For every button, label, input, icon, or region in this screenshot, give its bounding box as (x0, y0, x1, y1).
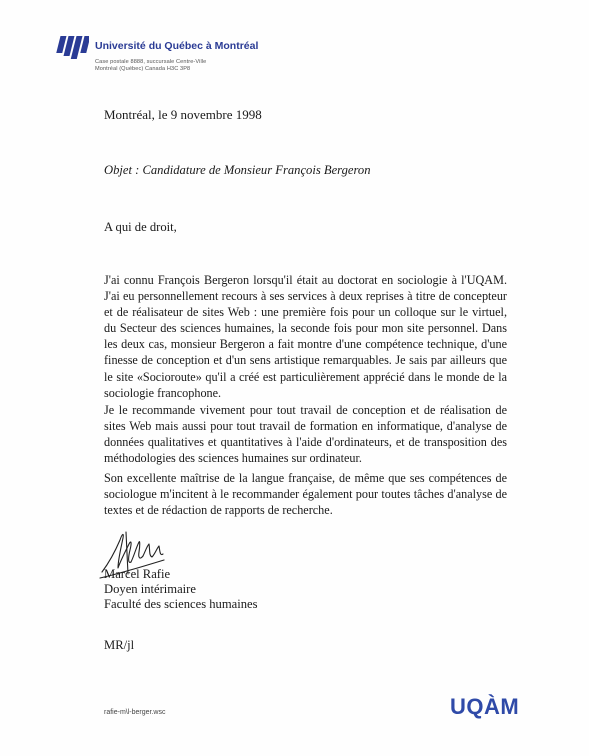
uqam-logo-icon (55, 34, 89, 60)
address-line-2: Montréal (Québec) Canada H3C 3P8 (95, 66, 191, 72)
signer-title: Doyen intérimaire (104, 582, 196, 596)
body-paragraph-1: J'ai connu François Bergeron lorsqu'il était au doctorat en sociologie à l'UQAM. J'ai eu personnellement recours à ses services à deux reprises à titre de concepteur et de réalisateur de sites Web : une première fois pour un colloque sur le virtuel, du Secteur des sciences humaines, la seconde fois pour mon site personnel. Dans les deux cas, monsieur Bergeron a fait montre d'une compétence technique, d'une finesse de conception et d'un sens artistique remarquables. Je sais par ailleurs que le site «Socioroute» qu'il a créé est particulièrement apprécié dans le monde de la sociologie francophone. (104, 273, 507, 400)
body-paragraph-3: Son excellente maîtrise de la langue française, de même que ses compétences de sociologue m'incitent à le recommander également pour toutes tâches d'analyse de textes et de rédaction de rapports de recherche. (104, 471, 507, 518)
body-paragraph-2: Je le recommande vivement pour tout travail de conception et de réalisation de sites Web mais aussi pour tout travail de formation en informatique, d'analyse de données qualitatives et quantitatives à l'aide d'ordinateurs, et de transposition des méthodologies des sciences humaines sur ordinateur. (104, 403, 507, 466)
footer-filename: rafie-m\l-berger.wsc (104, 709, 166, 716)
signer-name: Marcel Rafie (104, 567, 171, 581)
letter-date: Montréal, le 9 novembre 1998 (104, 107, 262, 122)
letter-subject: Objet : Candidature de Monsieur François Bergeron (104, 163, 371, 177)
uqam-wordmark: UQÀM (450, 694, 520, 719)
signer-faculty: Faculté des sciences humaines (104, 597, 258, 611)
reference-initials: MR/jl (104, 638, 135, 652)
letter-salutation: A qui de droit, (104, 220, 177, 234)
address-line-1: Case postale 8888, succursale Centre-Ville (95, 59, 207, 65)
university-name: Université du Québec à Montréal (95, 40, 259, 52)
